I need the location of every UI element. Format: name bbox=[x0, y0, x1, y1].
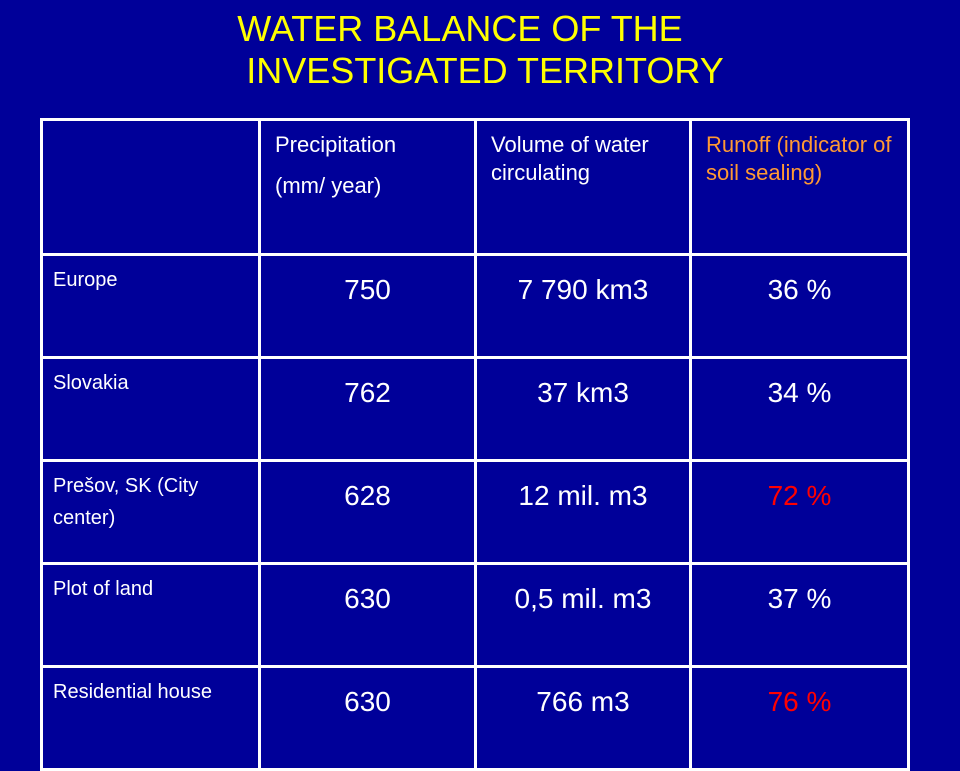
row-label: Residential house bbox=[42, 667, 260, 770]
runoff-value: 34 % bbox=[691, 358, 909, 461]
precipitation-value: 762 bbox=[260, 358, 476, 461]
header-precipitation bbox=[260, 120, 476, 255]
volume-value: 37 km3 bbox=[476, 358, 691, 461]
runoff-value-highlighted: 72 % bbox=[691, 461, 909, 564]
row-label: Slovakia bbox=[42, 358, 260, 461]
runoff-value: 36 % bbox=[691, 255, 909, 358]
row-label: Europe bbox=[42, 255, 260, 358]
table-header-row bbox=[42, 120, 909, 255]
precipitation-value: 628 bbox=[260, 461, 476, 564]
header-runoff: Runoff (indicator of soil sealing) bbox=[691, 120, 909, 255]
title-line-1: WATER BALANCE OF THE bbox=[237, 8, 683, 49]
row-label: Prešov, SK (City center) bbox=[42, 461, 260, 564]
precipitation-value: 630 bbox=[260, 667, 476, 770]
runoff-value: 37 % bbox=[691, 564, 909, 667]
runoff-value-highlighted: 76 % bbox=[691, 667, 909, 770]
table-row bbox=[42, 667, 909, 770]
water-balance-table bbox=[40, 118, 910, 771]
table-row bbox=[42, 358, 909, 461]
row-label: Plot of land bbox=[42, 564, 260, 667]
table-row bbox=[42, 461, 909, 564]
table-row bbox=[42, 255, 909, 358]
volume-value: 7 790 km3 bbox=[476, 255, 691, 358]
page-title bbox=[0, 8, 960, 92]
precipitation-value: 750 bbox=[260, 255, 476, 358]
header-empty-cell bbox=[42, 120, 260, 255]
header-volume: Volume of water circulating bbox=[476, 120, 691, 255]
volume-value: 0,5 mil. m3 bbox=[476, 564, 691, 667]
precipitation-value: 630 bbox=[260, 564, 476, 667]
volume-value: 12 mil. m3 bbox=[476, 461, 691, 564]
volume-value: 766 m3 bbox=[476, 667, 691, 770]
table-row bbox=[42, 564, 909, 667]
header-precipitation-label: Precipitation bbox=[275, 132, 397, 157]
header-precipitation-unit: (mm/ year) bbox=[275, 173, 382, 198]
title-line-2: INVESTIGATED TERRITORY bbox=[246, 50, 724, 91]
